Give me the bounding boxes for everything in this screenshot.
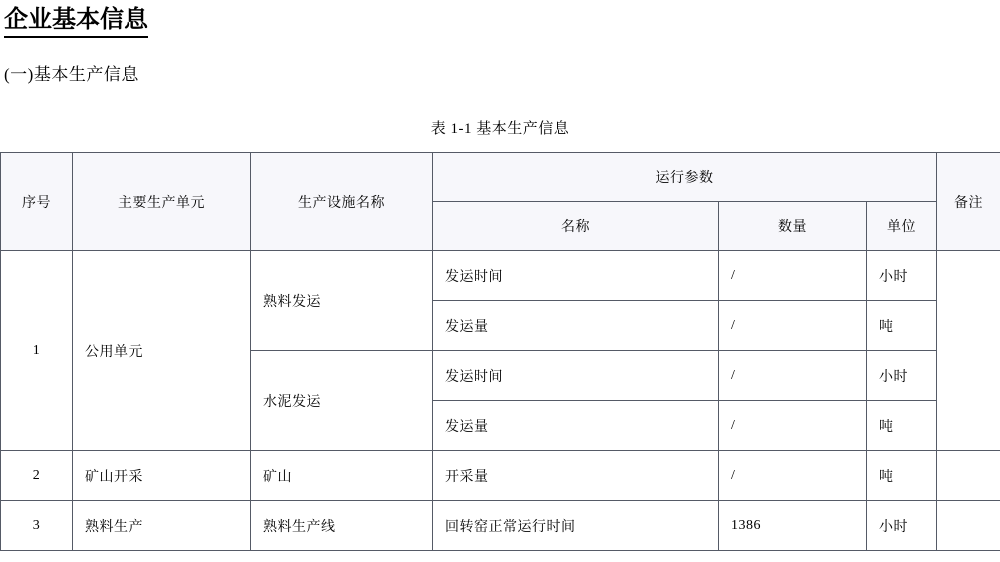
basic-production-info-table (0, 152, 1000, 551)
table-header-row-1 (1, 153, 1000, 202)
header-seq: 序号 (1, 153, 73, 251)
cell-quantity: / (719, 301, 867, 351)
cell-facility: 熟料生产线 (251, 501, 433, 551)
cell-remark (937, 451, 1000, 501)
header-unit: 单位 (867, 202, 937, 251)
cell-main-unit: 熟料生产 (73, 501, 251, 551)
cell-facility: 矿山 (251, 451, 433, 501)
cell-param-name: 发运时间 (433, 351, 719, 401)
cell-remark (937, 501, 1000, 551)
header-param-name: 名称 (433, 202, 719, 251)
cell-unit: 吨 (867, 301, 937, 351)
header-remark: 备注 (937, 153, 1000, 251)
cell-unit: 小时 (867, 501, 937, 551)
cell-param-name: 发运时间 (433, 251, 719, 301)
page-title-wrapper (0, 0, 1000, 38)
table-row (1, 251, 1000, 301)
header-run-params: 运行参数 (433, 153, 937, 202)
cell-quantity: / (719, 251, 867, 301)
cell-quantity: 1386 (719, 501, 867, 551)
cell-facility: 水泥发运 (251, 351, 433, 451)
cell-main-unit: 公用单元 (73, 251, 251, 451)
cell-seq: 1 (1, 251, 73, 451)
cell-param-name: 发运量 (433, 301, 719, 351)
table-header (1, 153, 1000, 251)
table-row (1, 501, 1000, 551)
cell-param-name: 回转窑正常运行时间 (433, 501, 719, 551)
cell-unit: 吨 (867, 451, 937, 501)
cell-quantity: / (719, 401, 867, 451)
table-row (1, 451, 1000, 501)
cell-quantity: / (719, 451, 867, 501)
table-caption: 表 1-1 基本生产信息 (430, 121, 570, 137)
table-body (1, 251, 1000, 551)
cell-quantity: / (719, 351, 867, 401)
cell-param-name: 发运量 (433, 401, 719, 451)
header-quantity: 数量 (719, 202, 867, 251)
section-heading: (一)基本生产信息 (4, 65, 139, 84)
cell-facility: 熟料发运 (251, 251, 433, 351)
cell-seq: 2 (1, 451, 73, 501)
header-main-unit: 主要生产单元 (73, 153, 251, 251)
cell-param-name: 开采量 (433, 451, 719, 501)
cell-main-unit: 矿山开采 (73, 451, 251, 501)
cell-unit: 小时 (867, 251, 937, 301)
cell-seq: 3 (1, 501, 73, 551)
cell-remark (937, 251, 1000, 451)
page-title: 企业基本信息 (4, 8, 148, 38)
cell-unit: 小时 (867, 351, 937, 401)
cell-unit: 吨 (867, 401, 937, 451)
header-facility: 生产设施名称 (251, 153, 433, 251)
